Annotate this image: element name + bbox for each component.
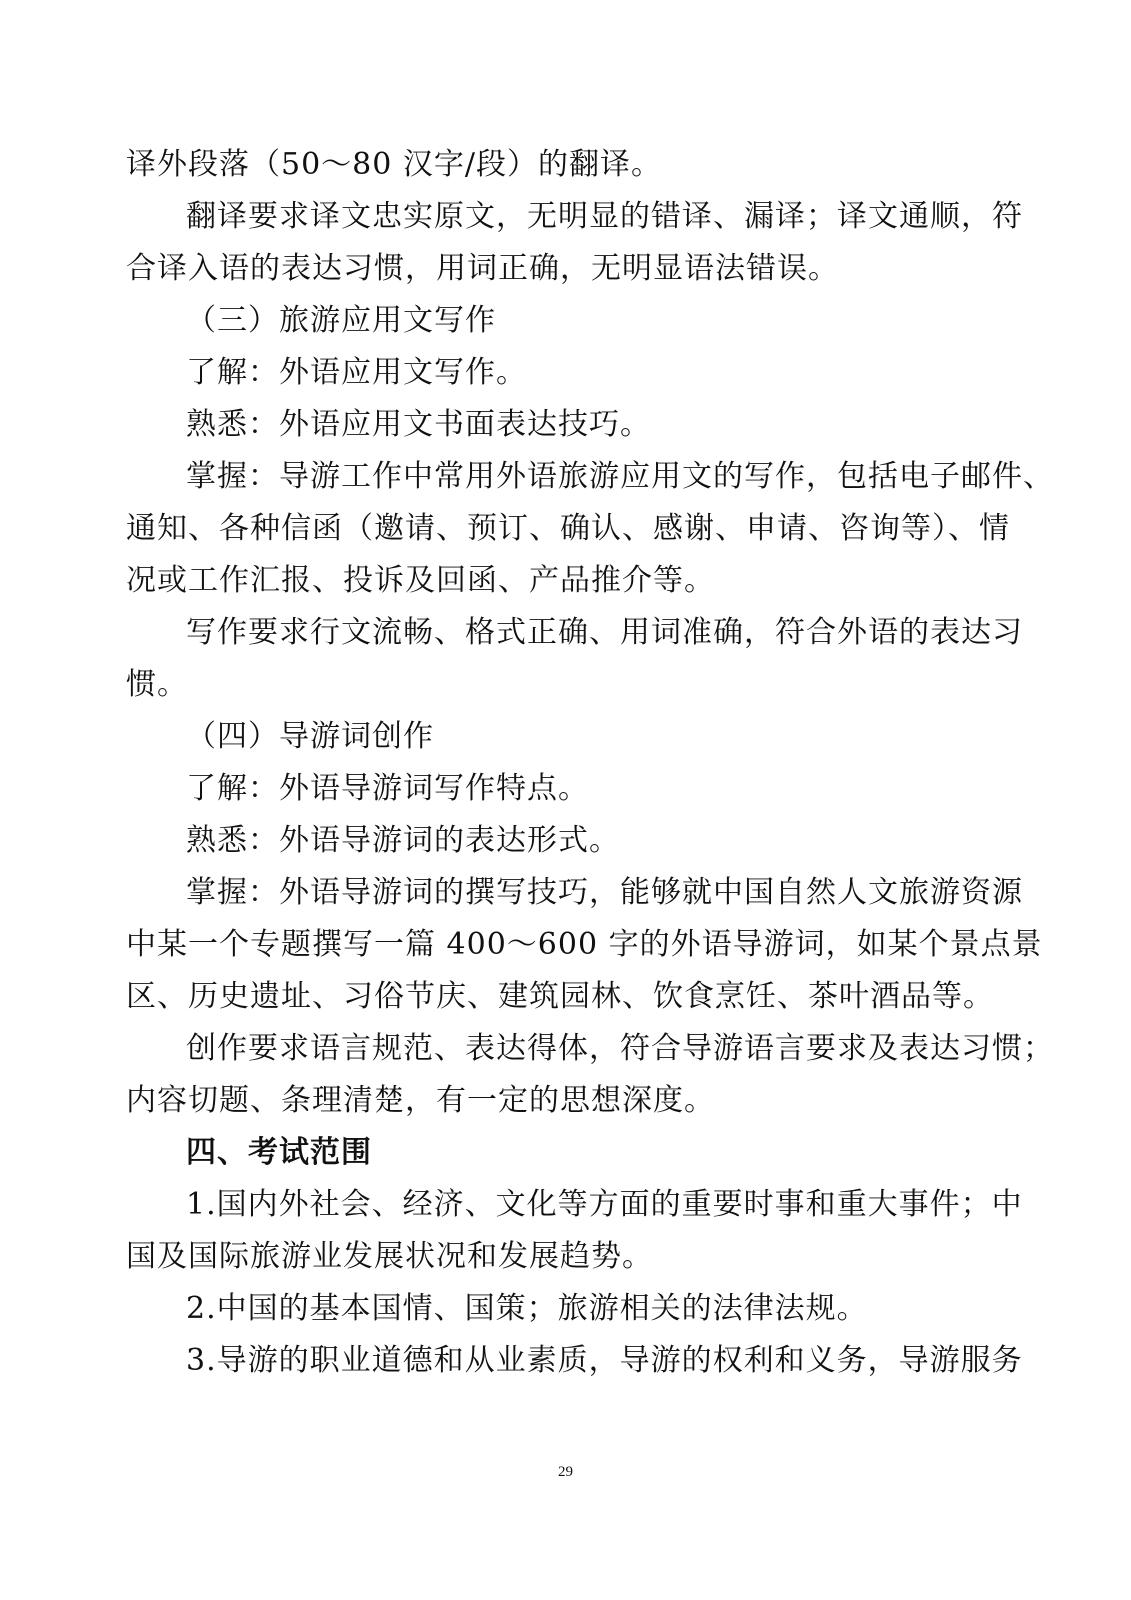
list-item-line: 1.国内外社会、经济、文化等方面的重要时事和重大事件；中	[186, 1187, 1023, 1222]
list-item-line: 3.导游的职业道德和从业素质，导游的权利和义务，导游服务	[186, 1343, 1023, 1378]
paragraph-line: 掌握：导游工作中常用外语旅游应用文的写作，包括电子邮件、	[186, 459, 1054, 494]
paragraph-line: 区、历史遗址、习俗节庆、建筑园林、饮食烹饪、茶叶酒品等。	[126, 979, 994, 1014]
paragraph-line: 况或工作汇报、投诉及回函、产品推介等。	[126, 563, 715, 598]
paragraph-line: 通知、各种信函（邀请、预订、确认、感谢、申请、咨询等）、情	[126, 511, 1010, 546]
paragraph-line: 中某一个专题撰写一篇 400～600 字的外语导游词，如某个景点景	[126, 927, 1043, 962]
paragraph-line: 惯。	[126, 667, 188, 702]
paragraph-line: 了解：外语导游词写作特点。	[186, 771, 589, 806]
paragraph-line: 熟悉：外语导游词的表达形式。	[186, 823, 620, 858]
section-heading: （三）旅游应用文写作	[186, 303, 496, 338]
paragraph-line: 内容切题、条理清楚，有一定的思想深度。	[126, 1083, 715, 1118]
section-heading: （四）导游词创作	[186, 719, 434, 754]
list-item-line: 2.中国的基本国情、国策；旅游相关的法律法规。	[186, 1291, 868, 1326]
paragraph-line: 创作要求语言规范、表达得体，符合导游语言要求及表达习惯；	[186, 1031, 1054, 1066]
paragraph-line: 翻译要求译文忠实原文，无明显的错译、漏译；译文通顺，符	[186, 199, 1023, 234]
paragraph-line: 合译入语的表达习惯，用词正确，无明显语法错误。	[126, 251, 839, 286]
list-item-line: 国及国际旅游业发展状况和发展趋势。	[126, 1239, 653, 1274]
paragraph-line: 熟悉：外语应用文书面表达技巧。	[186, 407, 651, 442]
paragraph-line: 译外段落（50～80 汉字/段）的翻译。	[126, 147, 662, 182]
page-number: 29	[558, 1464, 573, 1480]
chapter-heading: 四、考试范围	[186, 1135, 372, 1170]
paragraph-line: 了解：外语应用文写作。	[186, 355, 527, 390]
paragraph-line: 掌握：外语导游词的撰写技巧，能够就中国自然人文旅游资源	[186, 875, 1023, 910]
paragraph-line: 写作要求行文流畅、格式正确、用词准确，符合外语的表达习	[186, 615, 1023, 650]
